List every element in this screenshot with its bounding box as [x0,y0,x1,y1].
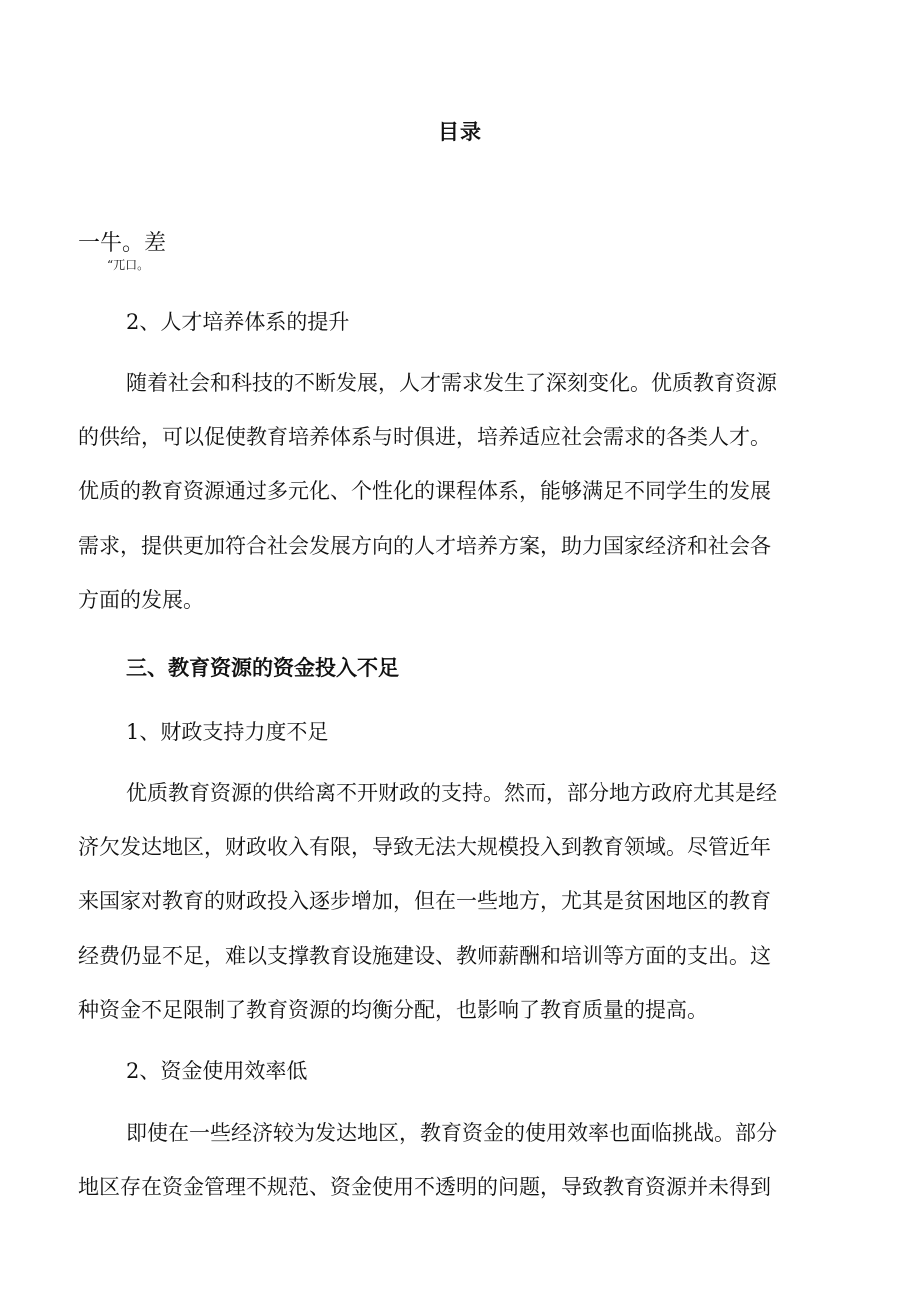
paragraph-line: 随着社会和科技的不断发展，人才需求发生了深刻变化。优质教育资源 [126,371,777,395]
paragraph-fund-efficiency [78,1106,842,1214]
paragraph-line: 即使在一些经济较为发达地区，教育资金的使用效率也面临挑战。部分 [126,1121,777,1145]
paragraph-line: 优质的教育资源通过多元化、个性化的课程体系，能够满足不同学生的发展 [78,479,771,504]
paragraph-line: 种资金不足限制了教育资源的均衡分配，也影响了教育质量的提高。 [78,997,708,1022]
paragraph-line: 济欠发达地区，财政收入有限，导致无法大规模投入到教育领域。尽管近年 [78,835,771,860]
paragraph-talent-training [78,356,842,627]
section-heading-fiscal-support: 1、财政支持力度不足 [126,720,329,744]
garbled-text-small: “兀口。 [107,258,150,272]
section-heading-talent-training: 2、人才培养体系的提升 [126,310,350,334]
paragraph-line: 来国家对教育的财政投入逐步增加，但在一些地方，尤其是贫困地区的教育 [78,889,771,914]
paragraph-line: 方面的发展。 [78,587,204,612]
garbled-text-line: 一牛。差 [78,231,167,256]
paragraph-line: 的供给，可以促使教育培养体系与时俱进，培养适应社会需求的各类人才。 [78,425,771,450]
chapter-heading-funding: 三、教育资源的资金投入不足 [126,655,399,680]
paragraph-line: 经费仍显不足，难以支撑教育设施建设、教师薪酬和培训等方面的支出。这 [78,943,771,968]
paragraph-line: 地区存在资金管理不规范、资金使用不透明的问题，导致教育资源并未得到 [78,1175,771,1200]
section-heading-fund-efficiency: 2、资金使用效率低 [126,1059,308,1083]
paragraph-line: 需求，提供更加符合社会发展方向的人才培养方案，助力国家经济和社会各 [78,533,771,558]
paragraph-line: 优质教育资源的供给离不开财政的支持。然而，部分地方政府尤其是经 [126,781,777,805]
paragraph-fiscal-support [78,766,842,1037]
page-title: 目录 [438,119,482,144]
